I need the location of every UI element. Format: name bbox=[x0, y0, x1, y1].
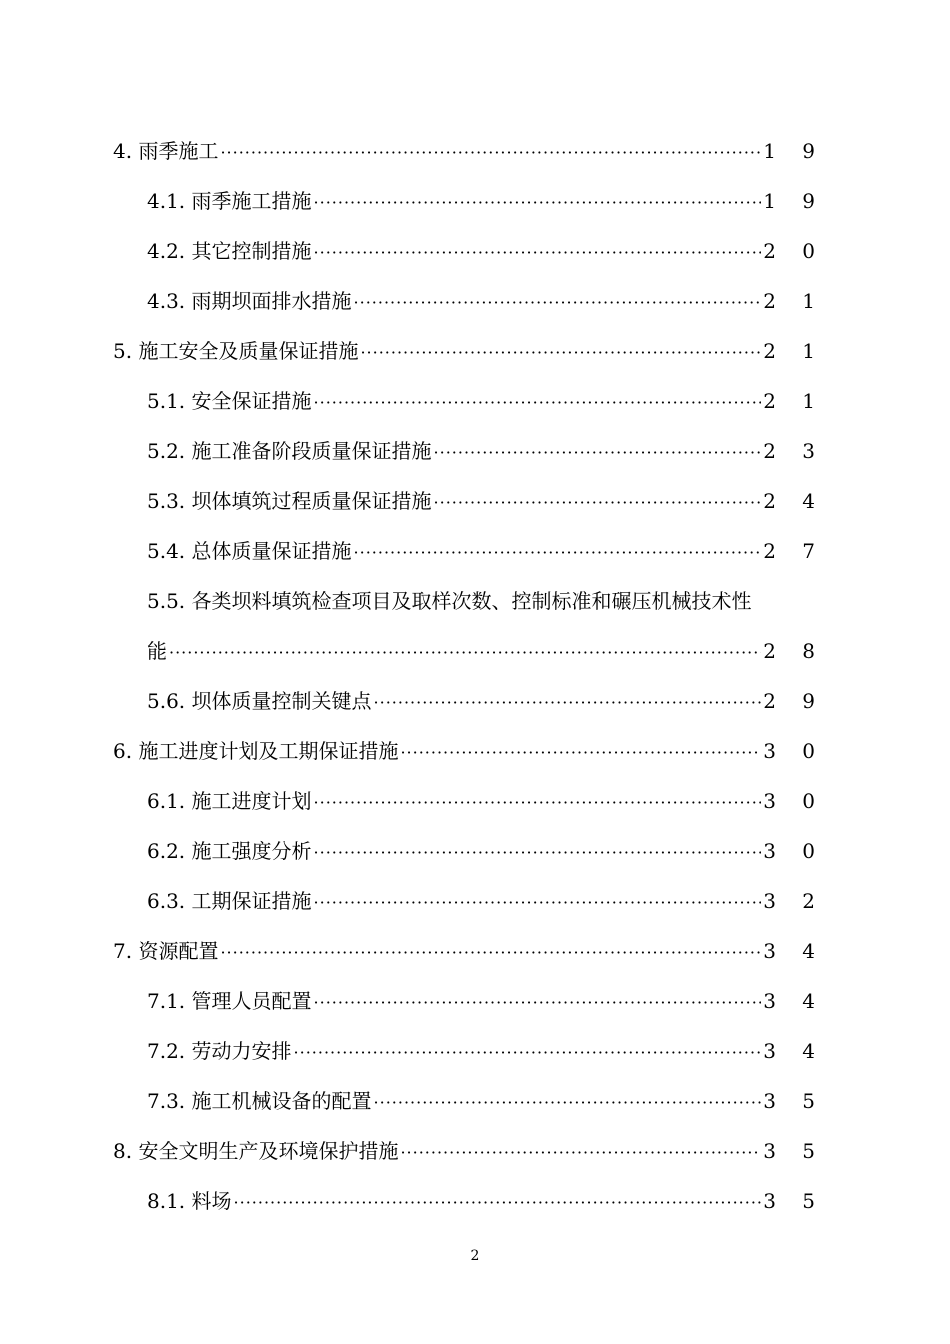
toc-entry-title-continued: 能 bbox=[147, 639, 167, 663]
toc-entry[interactable] bbox=[0, 176, 825, 226]
toc-dot-leader bbox=[234, 1178, 762, 1228]
toc-entry[interactable] bbox=[0, 426, 825, 476]
toc-entry[interactable] bbox=[0, 326, 825, 376]
toc-entry-page: 3 4 bbox=[763, 989, 825, 1013]
toc-dot-leader bbox=[220, 128, 761, 178]
toc-entry[interactable] bbox=[0, 376, 825, 426]
toc-entry[interactable] bbox=[0, 1026, 825, 1076]
toc-entry-title: 5.6. 坝体质量控制关键点 bbox=[147, 689, 372, 713]
toc-entry-page: 3 0 bbox=[763, 839, 825, 863]
toc-entry-title: 5.1. 安全保证措施 bbox=[147, 389, 312, 413]
toc-dot-leader bbox=[434, 428, 762, 478]
toc-dot-leader bbox=[374, 1078, 762, 1128]
toc-entry[interactable] bbox=[0, 276, 825, 326]
toc-entry-page: 2 1 bbox=[763, 289, 825, 313]
toc-dot-leader bbox=[360, 328, 761, 378]
toc-entry-title: 6.1. 施工进度计划 bbox=[147, 789, 312, 813]
toc-dot-leader bbox=[374, 678, 762, 728]
toc-entry-title: 4. 雨季施工 bbox=[113, 139, 219, 163]
table-of-contents bbox=[0, 126, 950, 1226]
toc-entry-title: 6.3. 工期保证措施 bbox=[147, 889, 312, 913]
toc-entry-title: 5.5. 各类坝料填筑检查项目及取样次数、控制标准和碾压机械技术性 bbox=[147, 589, 752, 613]
toc-entry[interactable] bbox=[0, 926, 825, 976]
toc-entry-page: 2 7 bbox=[763, 539, 825, 563]
toc-dot-leader bbox=[314, 778, 762, 828]
toc-entry-title: 7.3. 施工机械设备的配置 bbox=[147, 1089, 372, 1113]
toc-entry-page: 2 4 bbox=[763, 489, 825, 513]
toc-entry[interactable] bbox=[0, 226, 825, 276]
toc-dot-leader bbox=[169, 628, 761, 678]
toc-entry-page: 3 4 bbox=[763, 939, 825, 963]
toc-entry[interactable] bbox=[0, 476, 825, 526]
toc-dot-leader bbox=[434, 478, 762, 528]
toc-entry-title: 8.1. 料场 bbox=[147, 1189, 232, 1213]
toc-entry-page: 1 9 bbox=[763, 139, 825, 163]
toc-entry-title: 5.4. 总体质量保证措施 bbox=[147, 539, 352, 563]
toc-dot-leader bbox=[314, 378, 762, 428]
toc-entry-title: 5.2. 施工准备阶段质量保证措施 bbox=[147, 439, 432, 463]
toc-entry-title: 6. 施工进度计划及工期保证措施 bbox=[113, 739, 399, 763]
toc-entry-page: 2 1 bbox=[763, 389, 825, 413]
toc-entry[interactable] bbox=[0, 526, 825, 576]
toc-entry-page: 2 0 bbox=[763, 239, 825, 263]
toc-entry-title: 7.1. 管理人员配置 bbox=[147, 989, 312, 1013]
toc-entry[interactable] bbox=[0, 1176, 825, 1226]
toc-entry[interactable] bbox=[0, 576, 825, 676]
toc-entry[interactable] bbox=[0, 876, 825, 926]
toc-entry-page: 3 5 bbox=[763, 1139, 825, 1163]
toc-dot-leader bbox=[314, 228, 762, 278]
toc-dot-leader bbox=[400, 1128, 761, 1178]
toc-entry-title: 6.2. 施工强度分析 bbox=[147, 839, 312, 863]
toc-entry[interactable] bbox=[0, 676, 825, 726]
toc-dot-leader bbox=[400, 728, 761, 778]
toc-dot-leader bbox=[354, 528, 762, 578]
toc-entry-title: 7.2. 劳动力安排 bbox=[147, 1039, 292, 1063]
toc-entry-page: 1 9 bbox=[763, 189, 825, 213]
toc-entry-title: 4.3. 雨期坝面排水措施 bbox=[147, 289, 352, 313]
toc-entry[interactable] bbox=[0, 126, 825, 176]
toc-entry-page: 3 0 bbox=[763, 789, 825, 813]
toc-entry-title: 8. 安全文明生产及环境保护措施 bbox=[113, 1139, 399, 1163]
toc-entry-title: 7. 资源配置 bbox=[113, 939, 219, 963]
toc-dot-leader bbox=[314, 828, 762, 878]
toc-dot-leader bbox=[294, 1028, 762, 1078]
toc-dot-leader bbox=[220, 928, 761, 978]
toc-entry[interactable] bbox=[0, 726, 825, 776]
toc-entry[interactable] bbox=[0, 1076, 825, 1126]
toc-entry[interactable] bbox=[0, 1126, 825, 1176]
toc-entry[interactable] bbox=[0, 776, 825, 826]
toc-entry-title: 4.2. 其它控制措施 bbox=[147, 239, 312, 263]
page-number: 2 bbox=[470, 1248, 480, 1264]
toc-entry[interactable] bbox=[0, 826, 825, 876]
toc-entry-title: 5. 施工安全及质量保证措施 bbox=[113, 339, 359, 363]
toc-entry-page: 2 9 bbox=[763, 689, 825, 713]
toc-entry-title: 4.1. 雨季施工措施 bbox=[147, 189, 312, 213]
toc-entry-page: 2 1 bbox=[763, 339, 825, 363]
toc-entry-title: 5.3. 坝体填筑过程质量保证措施 bbox=[147, 489, 432, 513]
toc-entry-page: 3 0 bbox=[763, 739, 825, 763]
toc-entry-page: 3 2 bbox=[763, 889, 825, 913]
toc-dot-leader bbox=[314, 978, 762, 1028]
toc-entry-page: 3 4 bbox=[763, 1039, 825, 1063]
toc-entry-page: 2 3 bbox=[763, 439, 825, 463]
toc-entry-page: 3 5 bbox=[763, 1189, 825, 1213]
toc-dot-leader bbox=[314, 878, 762, 928]
toc-entry[interactable] bbox=[0, 976, 825, 1026]
toc-entry-page: 3 5 bbox=[763, 1089, 825, 1113]
toc-entry-page: 2 8 bbox=[763, 639, 825, 663]
toc-dot-leader bbox=[314, 178, 762, 228]
toc-dot-leader bbox=[354, 278, 762, 328]
